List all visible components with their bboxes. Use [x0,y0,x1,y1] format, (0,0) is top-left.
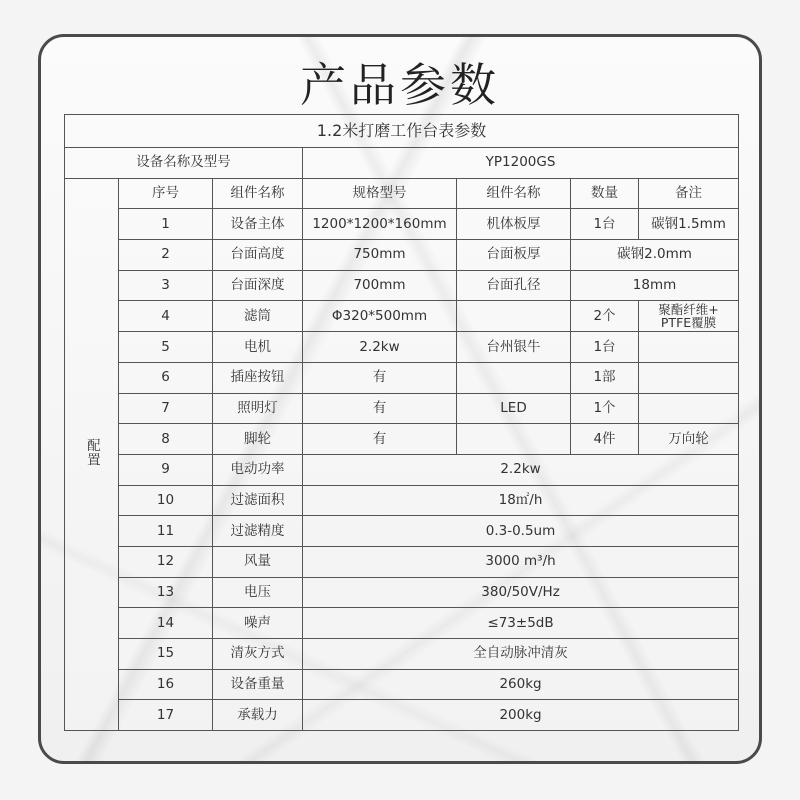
row-number: 9 [119,454,213,485]
table-row [65,608,739,639]
header-cell: 数量 [571,178,639,209]
component-name: 噪声 [213,608,303,639]
qty-cell: 1个 [571,393,639,424]
table-row [65,516,739,547]
component-name: 台面深度 [213,270,303,301]
value-cell: 18㎡/h [303,485,739,516]
value-cell: 2.2kw [303,454,739,485]
spec-cell: 1200*1200*160mm [303,209,457,240]
spec-cell: 2.2kw [303,332,457,363]
spec-cell: Φ320*500mm [303,301,457,332]
table-row [65,301,739,332]
model-label: 设备名称及型号 [65,148,303,179]
qty-cell: 1台 [571,209,639,240]
table-row [65,485,739,516]
component-name: 插座按钮 [213,362,303,393]
table-row [65,240,739,271]
component-name: 台面高度 [213,240,303,271]
component-name: 电压 [213,577,303,608]
component-name: 过滤精度 [213,516,303,547]
component-name: 承载力 [213,700,303,731]
model-row [65,148,739,179]
header-cell: 组件名称 [457,178,571,209]
model-value: YP1200GS [303,148,739,179]
component-name: 设备主体 [213,209,303,240]
spec-cell: 有 [303,424,457,455]
part-cell: 机体板厚 [457,209,571,240]
side-label: 配置 [83,437,100,467]
table-row [65,454,739,485]
qty-cell: 4件 [571,424,639,455]
value-cell: 0.3-0.5um [303,516,739,547]
table-caption-row [65,115,739,148]
value-cell: ≤73±5dB [303,608,739,639]
row-number: 8 [119,424,213,455]
header-cell: 规格型号 [303,178,457,209]
component-name: 电机 [213,332,303,363]
page-title: 产品参数 [300,58,500,112]
table-row [65,546,739,577]
row-number: 14 [119,608,213,639]
part-cell: 台面板厚 [457,240,571,271]
note-cell: 聚酯纤维+ PTFE覆膜 [639,301,739,332]
table-row [65,209,739,240]
spec-cell: 有 [303,362,457,393]
row-number: 17 [119,700,213,731]
parameter-card [38,34,762,764]
component-name: 电动功率 [213,454,303,485]
component-name: 设备重量 [213,669,303,700]
row-number: 15 [119,639,213,670]
qty-note-cell: 碳钢2.0mm [571,240,739,271]
component-name: 清灰方式 [213,639,303,670]
row-number: 1 [119,209,213,240]
header-row [65,178,739,209]
note-cell: 万向轮 [639,424,739,455]
table-row [65,700,739,731]
part-cell: 台面孔径 [457,270,571,301]
part-cell [457,301,571,332]
value-cell: 200kg [303,700,739,731]
note-cell [639,393,739,424]
note-cell: 碳钢1.5mm [639,209,739,240]
table-row [65,639,739,670]
table-title: 1.2米打磨工作台表参数 [65,115,739,148]
component-name: 照明灯 [213,393,303,424]
qty-cell: 2个 [571,301,639,332]
header-cell: 备注 [639,178,739,209]
spec-cell: 700mm [303,270,457,301]
header-cell: 序号 [119,178,213,209]
row-number: 5 [119,332,213,363]
component-name: 过滤面积 [213,485,303,516]
part-cell: LED [457,393,571,424]
spec-cell: 有 [303,393,457,424]
value-cell: 3000 m³/h [303,546,739,577]
part-cell: 台州银牛 [457,332,571,363]
part-cell [457,362,571,393]
table-row [65,393,739,424]
row-number: 16 [119,669,213,700]
row-number: 12 [119,546,213,577]
table-row [65,669,739,700]
row-number: 3 [119,270,213,301]
parameter-table [64,114,739,731]
row-number: 13 [119,577,213,608]
qty-note-cell: 18mm [571,270,739,301]
value-cell: 全自动脉冲清灰 [303,639,739,670]
table-row [65,270,739,301]
component-name: 风量 [213,546,303,577]
component-name: 脚轮 [213,424,303,455]
row-number: 6 [119,362,213,393]
value-cell: 260kg [303,669,739,700]
value-cell: 380/50V/Hz [303,577,739,608]
note-cell [639,362,739,393]
row-number: 7 [119,393,213,424]
parameter-table-wrapper [64,114,738,731]
table-row [65,332,739,363]
qty-cell: 1部 [571,362,639,393]
table-row [65,424,739,455]
part-cell [457,424,571,455]
row-number: 2 [119,240,213,271]
side-label-cell [65,178,119,730]
spec-cell: 750mm [303,240,457,271]
note-cell [639,332,739,363]
row-number: 10 [119,485,213,516]
component-name: 滤筒 [213,301,303,332]
qty-cell: 1台 [571,332,639,363]
table-row [65,362,739,393]
table-row [65,577,739,608]
row-number: 11 [119,516,213,547]
row-number: 4 [119,301,213,332]
header-cell: 组件名称 [213,178,303,209]
